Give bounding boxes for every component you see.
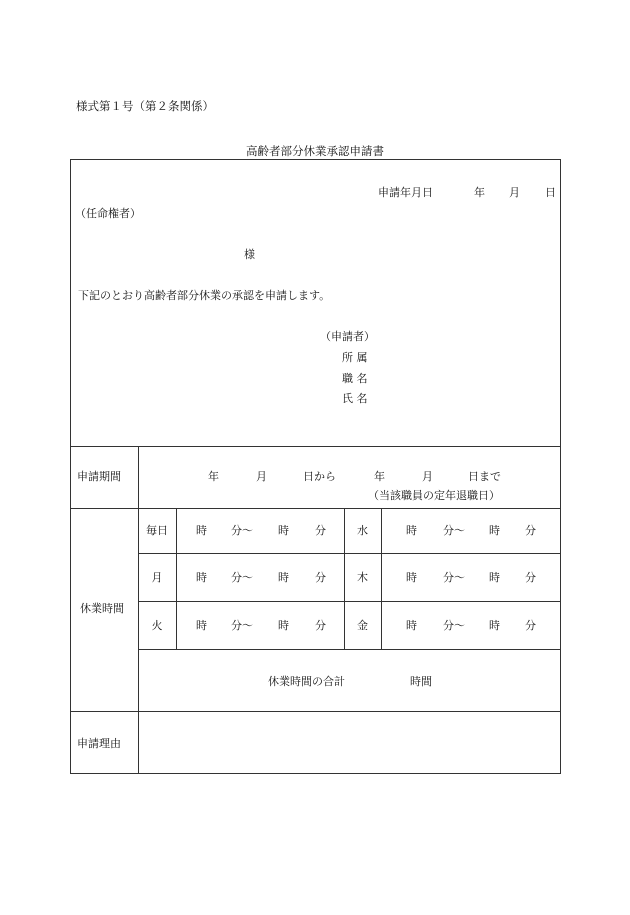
hour-unit: 時	[278, 524, 289, 537]
application-date-year: 年	[474, 186, 485, 199]
form-title: 高齢者部分休業承認申請書	[246, 144, 384, 158]
leave-hours-label: 休業時間	[80, 602, 124, 615]
divider	[71, 446, 560, 447]
form-number-label: 様式第１号（第２条関係）	[76, 99, 214, 113]
period-start-day: 日から	[303, 470, 336, 483]
day-label: 毎日	[146, 524, 168, 537]
hour-unit: 時	[406, 524, 417, 537]
minute-unit: 分	[525, 524, 536, 537]
day-label: 木	[357, 571, 368, 584]
hour-unit: 時	[278, 571, 289, 584]
hour-unit: 時	[278, 619, 289, 632]
hour-unit: 時	[196, 524, 207, 537]
minute-from-unit: 分～	[231, 619, 253, 632]
application-form-table	[70, 159, 561, 774]
minute-unit: 分	[525, 571, 536, 584]
position-label: 職 名	[342, 372, 368, 385]
day-label: 火	[151, 619, 163, 632]
divider	[71, 508, 560, 509]
divider	[138, 553, 560, 554]
total-hours-unit: 時間	[410, 675, 432, 688]
divider	[381, 508, 382, 649]
retirement-date-note: （当該職員の定年退職日）	[368, 489, 500, 502]
divider	[138, 446, 139, 773]
application-date-label: 申請年月日	[378, 186, 433, 199]
application-date-month: 月	[509, 186, 520, 199]
minute-from-unit: 分～	[443, 619, 465, 632]
divider	[176, 508, 177, 649]
period-end-month: 月	[422, 470, 433, 483]
hour-unit: 時	[489, 571, 500, 584]
hour-unit: 時	[406, 619, 417, 632]
name-label: 氏 名	[342, 392, 368, 405]
appointer-label: （任命権者）	[75, 207, 141, 220]
period-start-month: 月	[256, 470, 267, 483]
minute-unit: 分	[315, 524, 326, 537]
application-date-day: 日	[545, 186, 556, 199]
application-statement: 下記のとおり高齢者部分休業の承認を申請します。	[78, 289, 331, 302]
divider	[138, 649, 560, 650]
minute-from-unit: 分～	[231, 571, 253, 584]
hour-unit: 時	[196, 619, 207, 632]
minute-unit: 分	[315, 571, 326, 584]
minute-unit: 分	[525, 619, 536, 632]
period-start-year: 年	[208, 470, 219, 483]
hour-unit: 時	[489, 524, 500, 537]
period-end-day: 日まで	[468, 470, 501, 483]
day-label: 水	[357, 524, 368, 537]
divider	[71, 711, 560, 712]
hour-unit: 時	[196, 571, 207, 584]
affiliation-label: 所 属	[342, 351, 368, 364]
hour-unit: 時	[406, 571, 417, 584]
application-period-label: 申請期間	[77, 470, 121, 483]
honorific-sama: 様	[244, 248, 255, 261]
divider	[138, 601, 560, 602]
applicant-label: （申請者）	[320, 330, 375, 343]
hour-unit: 時	[489, 619, 500, 632]
day-label: 金	[357, 619, 368, 632]
application-reason-label: 申請理由	[77, 737, 121, 750]
day-label: 月	[151, 571, 163, 584]
minute-unit: 分	[315, 619, 326, 632]
minute-from-unit: 分～	[443, 524, 465, 537]
minute-from-unit: 分～	[443, 571, 465, 584]
total-hours-label: 休業時間の合計	[268, 675, 345, 688]
minute-from-unit: 分～	[231, 524, 253, 537]
period-end-year: 年	[374, 470, 385, 483]
